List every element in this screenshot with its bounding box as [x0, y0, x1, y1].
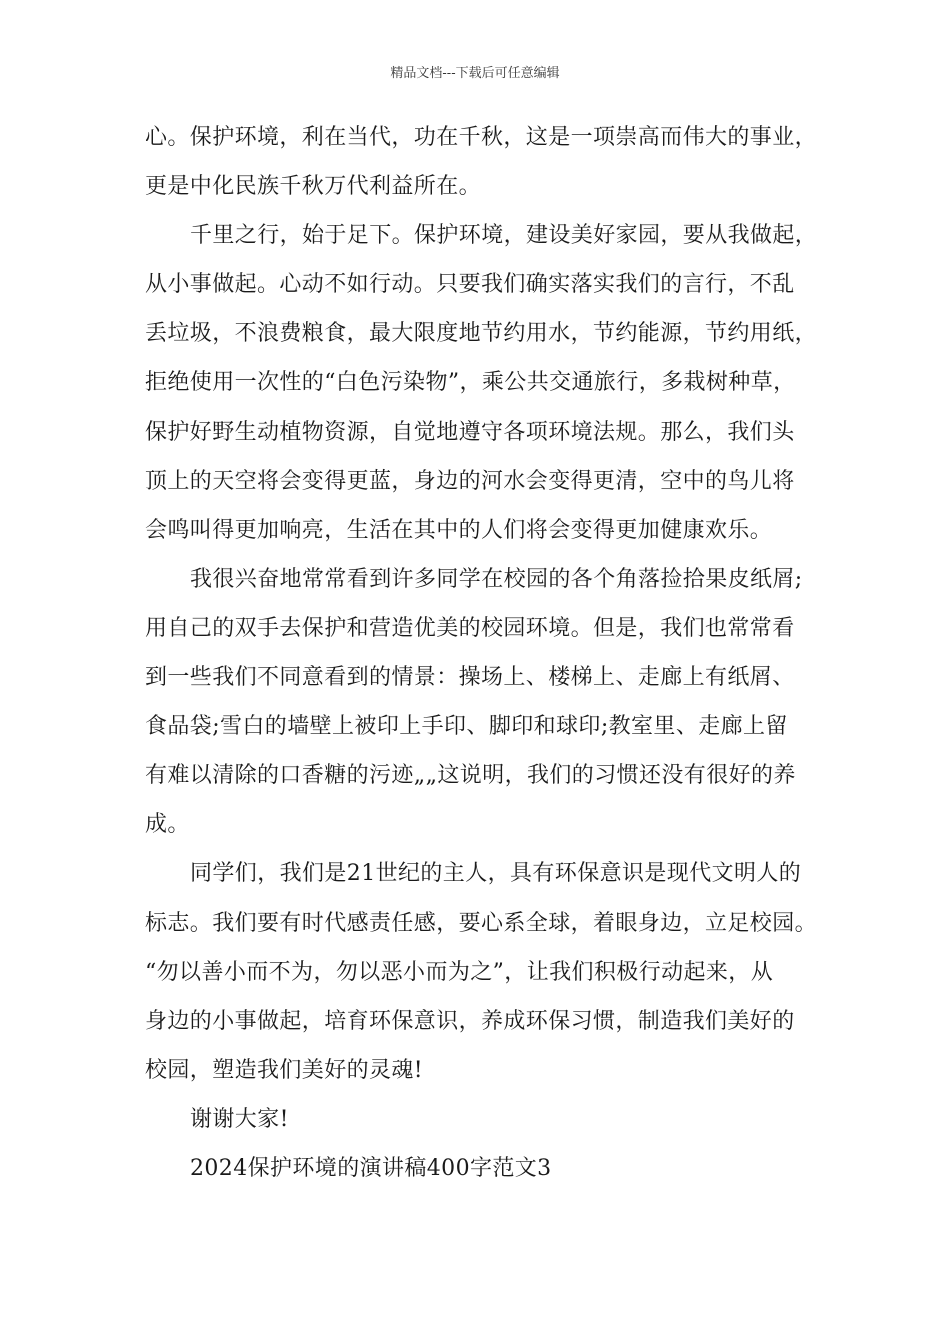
text-line: 成。 — [145, 812, 190, 838]
text-line: 顶上的天空将会变得更蓝，身边的河水会变得更清，空中的鸟儿将 — [145, 468, 795, 494]
text-line: 2024保护环境的演讲稿400字范文3 — [190, 1155, 552, 1181]
text-line: 标志。我们要有时代感责任感，要心系全球，着眼身边，立足校园。 — [145, 910, 818, 936]
text-line: 身边的小事做起，培育环保意识，养成环保习惯，制造我们美好的 — [145, 1008, 795, 1034]
text-line: 丢垃圾，不浪费粮食，最大限度地节约用水，节约能源，节约用纸， — [145, 321, 818, 347]
page-header: 精品文档---下载后可任意编辑 — [390, 66, 560, 81]
text-line: 心。保护环境，利在当代，功在千秋，这是一项崇高而伟大的事业， — [145, 125, 818, 150]
text-line: 拒绝使用一次性的“白色污染物”，乘公共交通旅行，多栽树种草， — [145, 370, 796, 396]
text-line: 到一些我们不同意看到的情景：操场上、楼梯上、走廊上有纸屑、 — [145, 665, 795, 691]
text-line: 千里之行，始于足下。保护环境，建设美好家园，要从我做起， — [190, 223, 818, 249]
text-line: 保护好野生动植物资源，自觉地遵守各项环境法规。那么，我们头 — [145, 419, 795, 445]
text-line: 同学们，我们是21世纪的主人，具有环保意识是现代文明人的 — [190, 861, 802, 887]
document-body — [145, 126, 835, 1206]
text-line: 食品袋;雪白的墙壁上被印上手印、脚印和球印;教室里、走廊上留 — [145, 714, 788, 740]
text-line: 谢谢大家! — [190, 1106, 289, 1132]
text-line: 用自己的双手去保护和营造优美的校园环境。但是，我们也常常看 — [145, 615, 795, 641]
text-line: 更是中化民族千秋万代利益所在。 — [145, 174, 482, 200]
text-line: 会鸣叫得更加响亮，生活在其中的人们将会变得更加健康欢乐。 — [145, 517, 773, 543]
text-line: 校园，塑造我们美好的灵魂! — [145, 1057, 424, 1083]
text-line: 有难以清除的口香糖的污迹„„这说明，我们的习惯还没有很好的养 — [145, 763, 796, 789]
text-line: “勿以善小而不为，勿以恶小而为之”，让我们积极行动起来，从 — [145, 959, 774, 985]
text-line: 从小事做起。心动不如行动。只要我们确实落实我们的言行，不乱 — [145, 272, 795, 298]
text-line: 我很兴奋地常常看到许多同学在校园的各个角落捡拾果皮纸屑; — [190, 566, 803, 592]
